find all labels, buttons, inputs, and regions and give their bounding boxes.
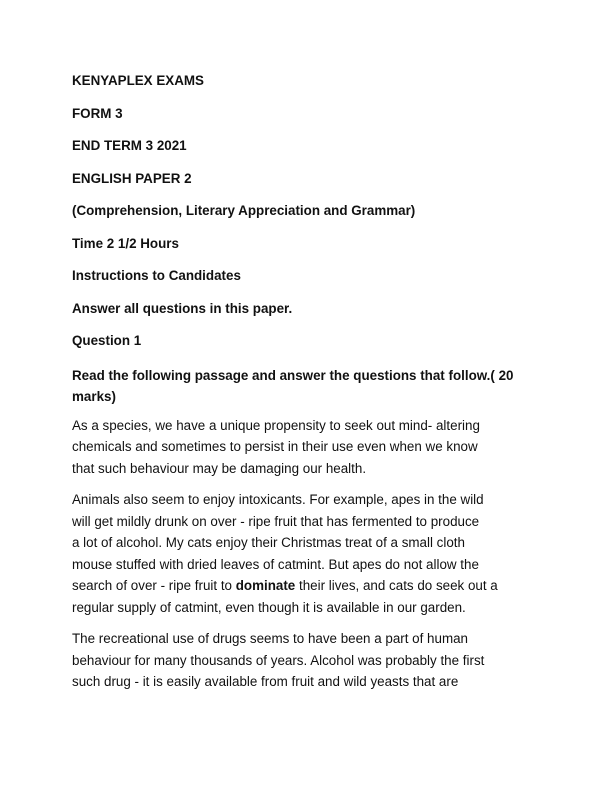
- time-allowed: Time 2 1/2 Hours: [72, 235, 179, 251]
- instruction-text: Answer all questions in this paper.: [72, 300, 293, 316]
- passage-line: such drug - it is easily available from fruit and wild yeasts that are: [72, 674, 459, 689]
- task-line: Read the following passage and answer the questions that follow.( 20: [72, 367, 514, 383]
- question-task: [72, 365, 552, 407]
- passage-line: a lot of alcohol. My cats enjoy their Christmas treat of a small cloth: [72, 535, 465, 550]
- passage-line: The recreational use of drugs seems to have been a part of human: [72, 631, 469, 646]
- task-line: marks): [72, 388, 116, 404]
- instructions-heading: Instructions to Candidates: [72, 268, 241, 283]
- passage-line: regular supply of catmint, even though it is available in our garden.: [72, 599, 466, 615]
- exam-term: END TERM 3 2021: [72, 138, 187, 153]
- passage-line: As a species, we have a unique propensity to seek out mind- altering: [72, 417, 480, 433]
- paper-title: ENGLISH PAPER 2: [72, 170, 192, 186]
- paper-subtitle: (Comprehension, Literary Appreciation and Grammar): [72, 203, 416, 218]
- passage-line: mouse stuffed with dried leaves of catmint. But apes do not allow the: [72, 556, 479, 572]
- passage-line: will get mildly drunk on over - ripe fruit that has fermented to produce: [72, 513, 480, 529]
- passage-line: behaviour for many thousands of years. Alcohol was probably the first: [72, 652, 485, 668]
- exam-page: [72, 72, 552, 703]
- emphasized-word: dominate: [235, 578, 296, 593]
- passage-line: Animals also seem to enjoy intoxicants. For example, apes in the wild: [72, 492, 484, 507]
- passage-line: that such behaviour may be damaging our health.: [72, 460, 367, 476]
- form-level: FORM 3: [72, 105, 123, 121]
- passage-line: chemicals and sometimes to persist in their use even when we know: [72, 439, 478, 454]
- org-name: KENYAPLEX EXAMS: [72, 73, 204, 88]
- passage-text: their lives, and cats do seek out a: [295, 578, 498, 593]
- question-heading: Question 1: [72, 333, 142, 348]
- passage-paragraph-1: [72, 415, 552, 480]
- passage-paragraph-3: [72, 628, 552, 693]
- passage-line: [72, 575, 552, 597]
- passage-text: search of over - ripe fruit to: [72, 578, 236, 593]
- passage-paragraph-2: [72, 489, 552, 618]
